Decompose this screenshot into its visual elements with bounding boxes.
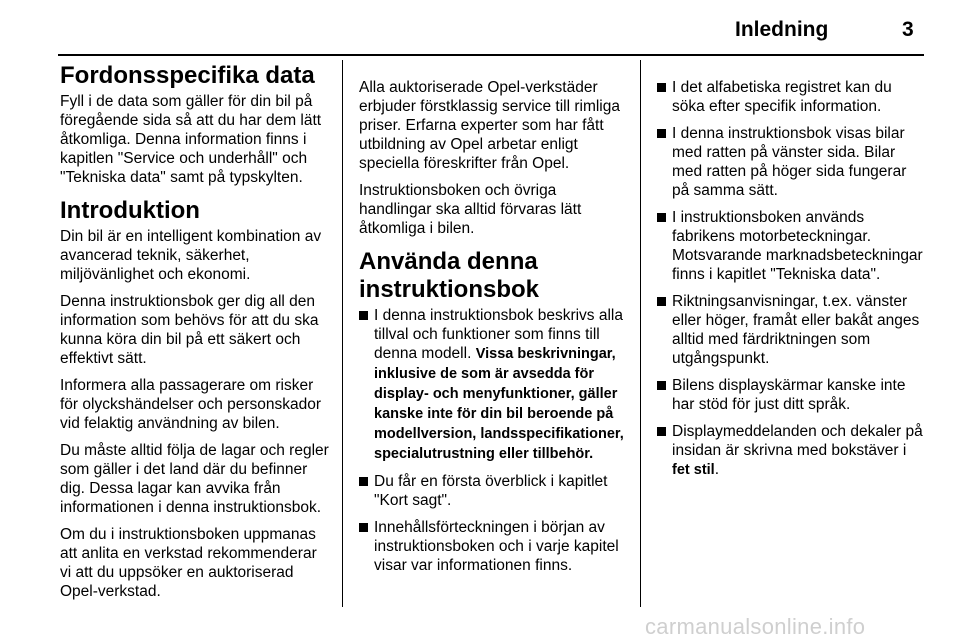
- column-3: [657, 78, 927, 488]
- paragraph: Informera alla passagerare om risker för olyckshändelser och personskador vid felaktig användning av bilen.: [60, 377, 322, 432]
- page-number: 3: [902, 18, 914, 41]
- chapter-title: Inledning: [735, 18, 829, 41]
- paragraph: Denna instruktionsbok ger dig all den information som behövs för att du ska kunna köra din bil på ett säkert och effektivt sätt.: [60, 293, 319, 367]
- heading-using-manual: Använda denna instruktionsbok: [359, 248, 540, 303]
- list-item: Displaymeddelanden och dekaler på insidan är skrivna med bokstäver i fet stil.: [657, 422, 927, 480]
- page-header: [0, 0, 960, 56]
- bold-text: fet stil: [672, 462, 715, 478]
- header-rule: [58, 54, 924, 56]
- bullet-list: [359, 306, 627, 575]
- column-divider-2: [640, 60, 641, 607]
- column-1: [60, 62, 330, 609]
- bullet-list: [657, 78, 927, 480]
- paragraph: Fyll i de data som gäller för din bil på föregående sida så att du har dem lätt åtkomliga. Denna information finns i kapitlen "Service och underhåll" och "Tekniska data" samt på typskylten.: [60, 93, 322, 186]
- heading-introduction: Introduktion: [60, 197, 200, 224]
- bold-text: Vissa beskrivningar, inklusive de som är avsedda för display- och menyfunktioner, gäller kanske inte för din bil beroende på modellversion, landsspecifikationer, specialutrustning eller tillbehör.: [374, 346, 624, 462]
- list-item: I instruktionsboken används fabrikens motorbeteckningar. Motsvarande marknadsbeteckningar finns i kapitlet "Tekniska data".: [657, 208, 927, 284]
- list-item: I denna instruktionsbok beskrivs alla tillval och funktioner som finns till denna modell. Vissa beskrivningar, inklusive de som är avsedda för display- och menyfunktioner, gäller kanske inte för din bil beroende på modellversion, landsspecifikationer, specialutrustning eller tillbehör.: [359, 306, 627, 464]
- column-divider-1: [342, 60, 343, 607]
- list-item: Du får en första överblick i kapitlet "Kort sagt".: [359, 472, 627, 510]
- watermark: carmanualsonline.info: [645, 614, 866, 639]
- list-item: I denna instruktionsbok visas bilar med ratten på vänster sida. Bilar med ratten på höger sida fungerar på samma sätt.: [657, 124, 927, 200]
- heading-vehicle-data: Fordonsspecifika data: [60, 62, 315, 89]
- paragraph: Din bil är en intelligent kombination av avancerad teknik, säkerhet, miljövänlighet och ekonomi.: [60, 228, 322, 283]
- list-item: Innehållsförteckningen i början av instruktionsboken och i varje kapitel visar var informationen finns.: [359, 518, 627, 575]
- paragraph: Du måste alltid följa de lagar och regler som gäller i det land där du befinner dig. Dessa lagar kan avvika från informationen i denna instruktionsbok.: [60, 442, 329, 516]
- column-2: [359, 78, 627, 583]
- paragraph: Om du i instruktionsboken uppmanas att anlita en verkstad rekommenderar vi att du uppsöker en auktoriserad Opel-verkstad.: [60, 526, 317, 600]
- list-item: Bilens displayskärmar kanske inte har stöd för just ditt språk.: [657, 376, 927, 414]
- paragraph: Alla auktoriserade Opel-verkstäder erbjuder förstklassig service till rimliga priser. Erfarna experter som har fått utbildning av Opel arbetar enligt speciella föreskrifter från Opel.: [359, 79, 620, 172]
- list-item: Riktningsanvisningar, t.ex. vänster eller höger, framåt eller bakåt anges alltid med färdriktningen som utgångspunkt.: [657, 292, 927, 368]
- list-item: I det alfabetiska registret kan du söka efter specifik information.: [657, 78, 927, 116]
- paragraph: Instruktionsboken och övriga handlingar ska alltid förvaras lätt åtkomliga i bilen.: [359, 182, 582, 237]
